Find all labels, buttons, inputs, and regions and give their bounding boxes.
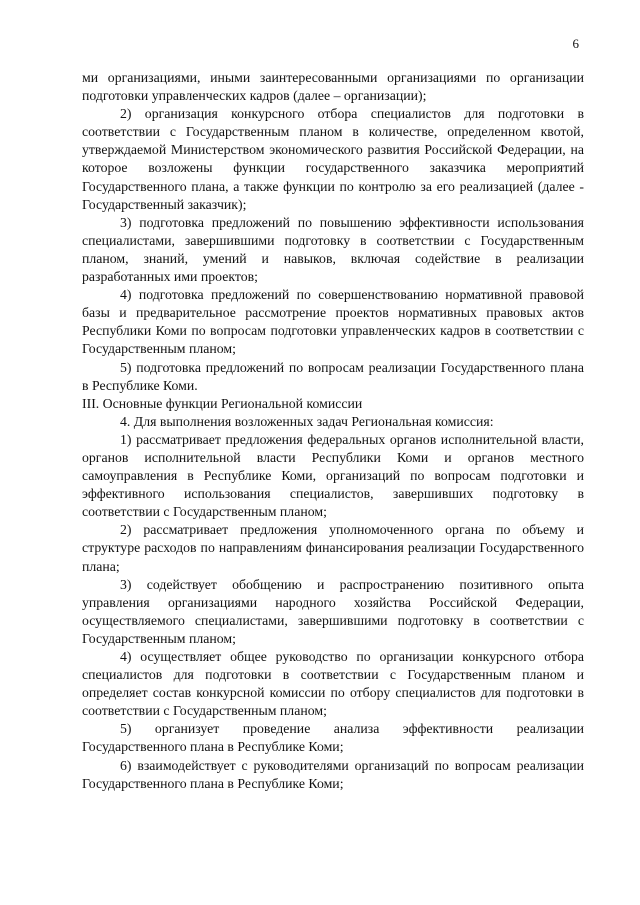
paragraph-function-4: 4) осуществляет общее руководство по организации конкурсного отбора специалистов для подготовки в соответствии с Государственным планом и определяет состав конкурсной комиссии по отбору специалистов для подготовки в соответствии с Государственным планом;	[82, 649, 584, 719]
paragraph-task-3: 3) подготовка предложений по повышению эффективности использования специалистами, завершившими подготовку в соответствии с Государственным планом, знаний, умений и навыков, включая содействие в реализации разработанных ими проектов;	[82, 214, 584, 285]
paragraph-continuation: ми организациями, иными заинтересованными организациями по организации подготовки управленческих кадров (далее – организации);	[82, 70, 584, 104]
paragraph-function-5: 5) организует проведение анализа эффективности реализации Государственного плана в Республике Коми;	[82, 721, 584, 755]
page-number: 6	[572, 36, 579, 51]
paragraph-task-5: 5) подготовка предложений по вопросам реализации Государственного плана в Республике Коми.	[82, 359, 584, 393]
paragraph-clause-4: 4. Для выполнения возложенных задач Региональная комиссия:	[120, 413, 494, 429]
paragraph-task-4: 4) подготовка предложений по совершенствованию нормативной правовой базы и предварительное рассмотрение проектов нормативных правовых актов Республики Коми по вопросам подготовки управленческих кадров в соответствии с Государственным планом;	[82, 287, 584, 357]
paragraph-function-6: 6) взаимодействует с руководителями организаций по вопросам реализации Государственного плана в Республике Коми;	[82, 757, 584, 791]
section-heading: III. Основные функции Региональной комиссии	[82, 395, 363, 411]
paragraph-function-3: 3) содействует обобщению и распространению позитивного опыта управления организациями народного хозяйства Российской Федерации, осуществляемого специалистами, завершившими подготовку в соответствии с Государственным планом;	[82, 576, 584, 646]
paragraph-task-2: 2) организация конкурсного отбора специалистов для подготовки в соответствии с Государственным планом в количестве, определенном квотой, утверждаемой Министерством экономического развития Российской Федерации, на которое возложены функции государственного заказчика мероприятий Государственного плана, а также функции по контролю за его реализацией (далее - Государственный заказчик);	[82, 106, 584, 212]
paragraph-function-2: 2) рассматривает предложения уполномоченного органа по объему и структуре расходов по направлениям финансирования реализации Государственного плана;	[82, 522, 584, 574]
paragraph-function-1: 1) рассматривает предложения федеральных органов исполнительной власти, органов исполнительной власти Республики Коми и органов местного самоуправления в Республике Коми, организаций по вопросам подготовки и эффективного использования специалистов, завершивших подготовку в соответствии с Государственным планом;	[82, 431, 584, 520]
document-body	[82, 69, 584, 793]
